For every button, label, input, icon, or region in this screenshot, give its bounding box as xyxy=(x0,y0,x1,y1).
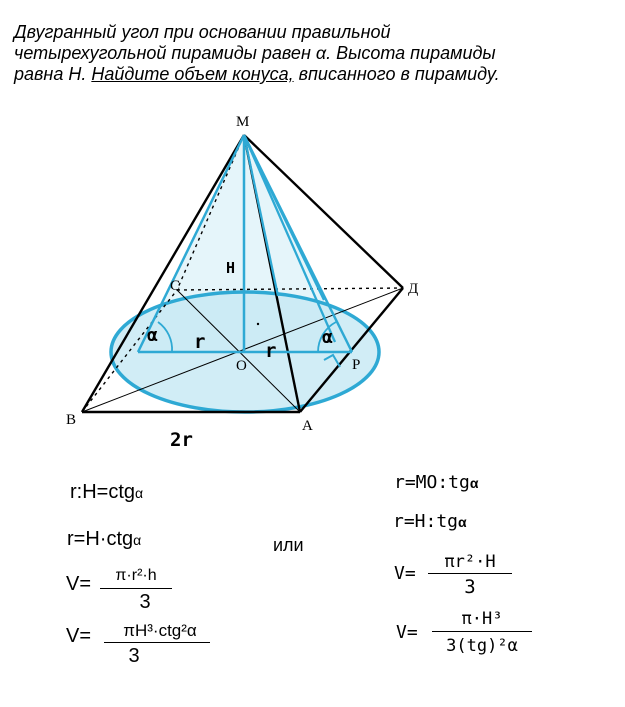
label-M: M xyxy=(236,114,250,130)
left-formula-4-numerator: πH³·ctg²α xyxy=(123,621,197,640)
label-base-2r: 2r xyxy=(170,429,193,451)
problem-line-2: четырехугольной пирамиды равен α. Высота пирамиды xyxy=(14,43,496,63)
right-formula-4-numerator: π·H³ xyxy=(461,609,503,629)
label-height: H xyxy=(226,259,236,277)
left-formula-3-lhs: V= xyxy=(66,573,92,595)
label-radius-left: r xyxy=(194,331,206,353)
label-A: A xyxy=(302,418,313,434)
right-formula-1 xyxy=(394,472,478,493)
left-formula-3-numerator: π·r²·h xyxy=(115,567,157,584)
label-B: B xyxy=(66,412,77,428)
problem-line-3-end: вписанного в пирамиду. xyxy=(293,64,500,84)
right-formula-3-numerator: πr²·H xyxy=(444,552,496,572)
problem-line-3-start: равна H. xyxy=(14,64,92,84)
label-radius-right: r xyxy=(265,340,277,362)
left-formula-2-text: r=H·ctg xyxy=(67,528,134,550)
label-D: Д xyxy=(408,281,419,297)
right-formula-3-denominator: 3 xyxy=(464,576,476,598)
problem-line-1: Двугранный угол при основании правильной xyxy=(14,22,391,42)
right-formula-2-alpha: α xyxy=(458,514,467,530)
left-formula-3-denominator: 3 xyxy=(139,591,151,613)
label-O: O xyxy=(236,358,247,374)
right-formula-2-text: r=H:tg xyxy=(393,511,459,532)
left-formula-2 xyxy=(67,528,141,551)
right-formula-3-bar xyxy=(428,573,512,574)
label-angle-right: α xyxy=(322,327,333,348)
left-formula-4-bar xyxy=(104,642,210,643)
center-dot xyxy=(257,323,259,325)
right-formula-3-lhs: V= xyxy=(394,563,416,584)
right-formula-4-bar xyxy=(432,631,532,632)
left-formula-1-text: r:H=ctg xyxy=(70,481,136,503)
left-formula-4-lhs: V= xyxy=(66,625,92,647)
label-C: C xyxy=(170,278,181,294)
right-formula-4-denominator: 3(tg)²α xyxy=(446,636,518,656)
left-formula-3-bar xyxy=(100,588,172,589)
label-angle-left: α xyxy=(147,325,158,346)
right-formula-4-lhs: V= xyxy=(396,622,418,643)
or-label: или xyxy=(273,535,304,555)
left-formula-4-denominator: 3 xyxy=(128,645,140,667)
problem-task: Найдите объем конуса, xyxy=(91,64,294,84)
right-formula-1-text: r=MO:tg xyxy=(394,472,470,493)
left-formula-2-alpha: α xyxy=(133,532,142,548)
right-formula-2 xyxy=(393,511,467,532)
label-P: P xyxy=(352,357,361,373)
left-formula-1-alpha: α xyxy=(135,485,144,501)
right-formula-1-alpha: α xyxy=(469,475,479,491)
left-formula-1 xyxy=(70,481,143,504)
